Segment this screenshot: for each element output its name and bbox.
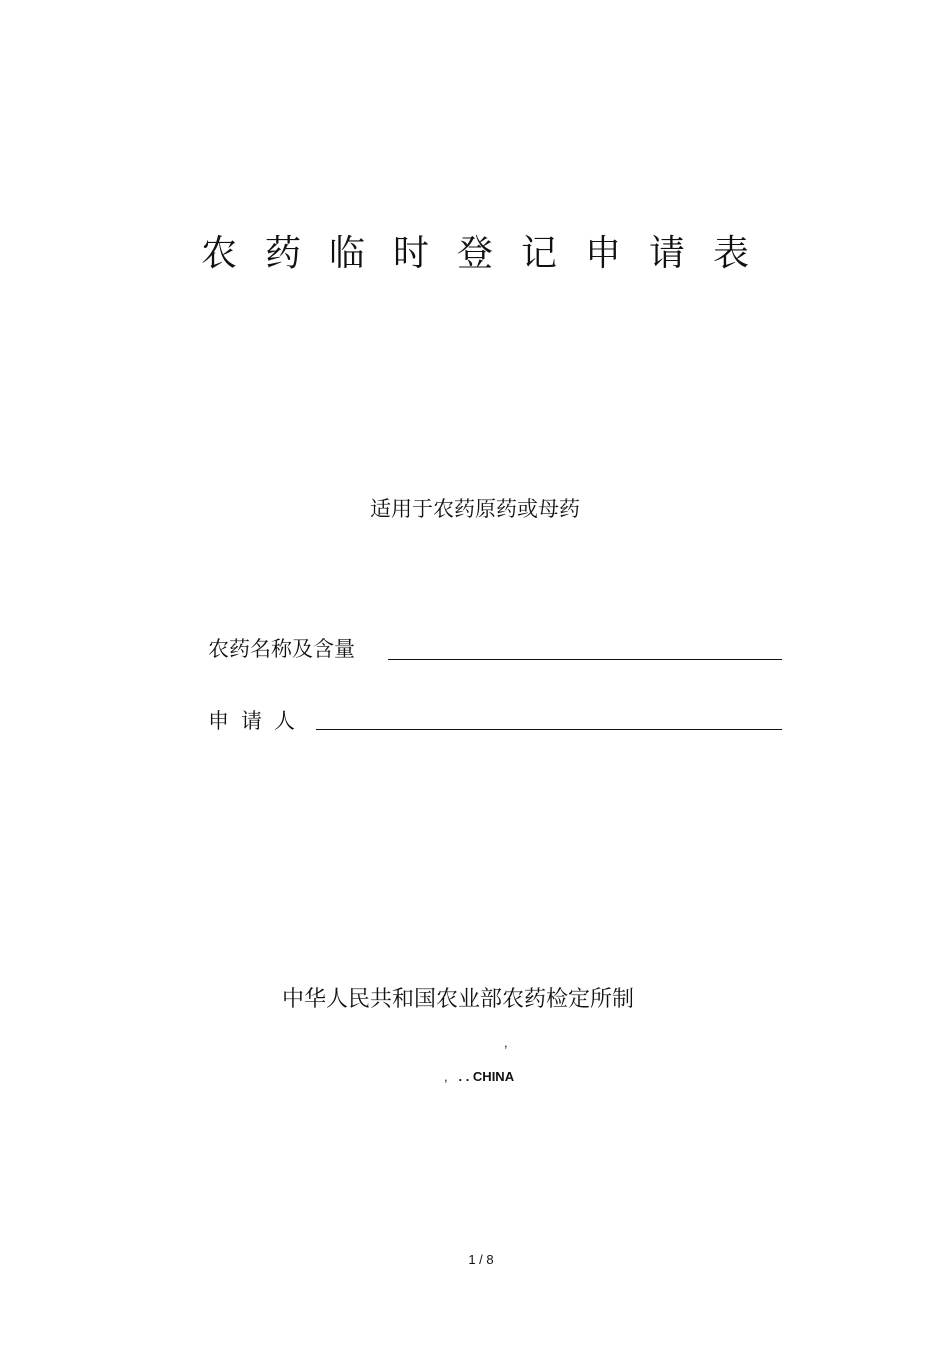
applicant-field[interactable] — [316, 729, 782, 730]
applicant-label: 申请人 — [208, 709, 307, 733]
english-prefix: , — [444, 1069, 448, 1084]
page-number: 1 / 8 — [468, 1252, 494, 1267]
english-text: . . CHINA — [458, 1069, 515, 1084]
document-subtitle: 适用于农药原药或母药 — [370, 497, 580, 521]
issuer-text: 中华人民共和国农业部农药检定所制 — [281, 987, 634, 1012]
pesticide-name-label: 农药名称及含量 — [208, 637, 355, 661]
comma-mark: , — [504, 1035, 508, 1050]
english-line — [444, 1068, 514, 1086]
document-title: 农药临时登记申请表 — [200, 233, 777, 274]
pesticide-name-field[interactable] — [388, 659, 782, 660]
